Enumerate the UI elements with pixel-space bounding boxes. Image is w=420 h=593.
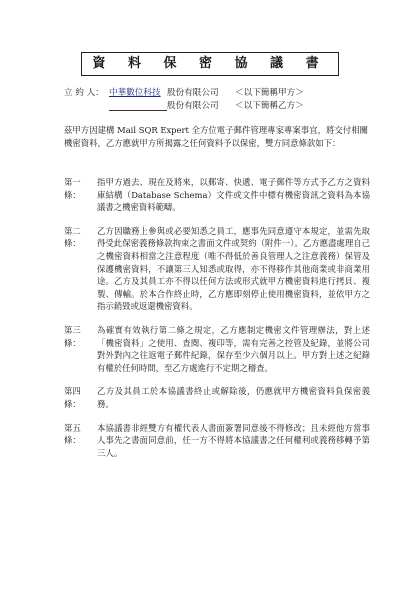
article-text: 為確實有效執行第二條之規定，乙方應制定機密文件管理辦法，對上述「機密資料」之使用、查閱、複印等，需有完善之控管及紀錄，並將公司對外對內之往返電子郵件紀錄，保存至少六個月以上。甲方對上述之紀錄有權於任何時間，至乙方處進行不定期之稽查。 xyxy=(97,324,370,373)
party-b-role: ＜以下簡稱乙方＞ xyxy=(235,101,304,111)
party-b-suffix: 股份有限公司 xyxy=(167,101,219,111)
article-body xyxy=(97,176,370,214)
intro-text: 茲甲方因建構 Mail SQR Expert 全方位電子郵件管理專家專案事宜，將交付相關機密資料，乙方應就甲方所揭露之任何資料予以保密，雙方同意條款如下： xyxy=(64,125,368,148)
parties-label: 立 約 人： xyxy=(64,88,104,98)
parties-block xyxy=(64,87,304,113)
article-body xyxy=(97,324,370,374)
article-body xyxy=(97,225,370,313)
article-text: 乙方因職務上參與或必要知悉之員工，應事先同意遵守本規定，並需先取得受此保密義務條款拘束之書面文件或契約（附件一）。乙方應盡處理自己之機密資料相當之注意程度（唯不得低於善良管理人之注意義務）保管及保護機密資料，不讓第三人知悉或取得，亦不得移作其他商業或非商業用途。乙方及其員工亦不得以任何方法或形式就甲方機密資料進行拷貝、複製、傳輸。於本合作終止時，乙方應即刻停止使用機密資料，並依甲方之指示銷毀或返還機密資料。 xyxy=(97,225,370,312)
title-area xyxy=(0,52,420,76)
article-1 xyxy=(64,176,370,214)
article-4 xyxy=(64,385,370,410)
article-body xyxy=(97,422,370,460)
party-a-suffix: 股份有限公司 xyxy=(167,88,219,98)
articles-list xyxy=(64,176,370,470)
parties-label-spacer xyxy=(64,100,109,113)
party-a-row xyxy=(64,87,304,100)
party-a-role: ＜以下簡稱甲方＞ xyxy=(235,88,304,98)
document-title: 資 料 保 密 協 議 書 xyxy=(81,52,338,76)
party-b-name-blank xyxy=(109,100,167,111)
article-label: 第三條： xyxy=(64,324,81,348)
article-label: 第二條： xyxy=(64,225,81,249)
party-b-row xyxy=(64,100,304,113)
article-5 xyxy=(64,422,370,460)
intro-paragraph xyxy=(64,124,368,149)
article-3 xyxy=(64,324,370,374)
party-a-name: 中華數位科技 xyxy=(109,88,161,98)
article-label: 第五條： xyxy=(64,422,81,446)
article-text: 指甲方過去、現在及將來，以郵寄、快遞、電子郵件等方式予乙方之資料庫結構（Database Schema）文件或文件中標有機密資訊之資料為本協議書之機密資料範疇。 xyxy=(97,177,370,213)
article-text: 本協議書非經雙方有權代表人書面簽署同意後不得修改；且未經他方當事人事先之書面同意前，任一方不得將本協議書之任何權利或義務移轉予第三人。 xyxy=(97,422,370,458)
article-body xyxy=(97,385,370,410)
article-label: 第四條： xyxy=(64,386,81,409)
article-2 xyxy=(64,225,370,313)
article-label: 第一條： xyxy=(64,177,81,200)
article-text: 乙方及其員工於本協議書終止或解除後，仍應就甲方機密資料負保密義務。 xyxy=(97,386,370,409)
